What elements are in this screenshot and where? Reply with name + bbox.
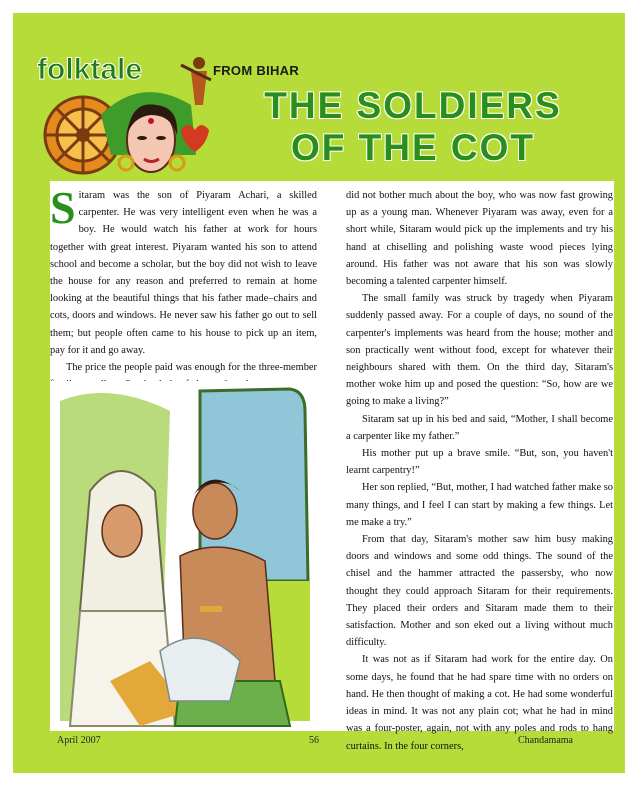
right-column [346, 187, 613, 755]
paragraph [50, 182, 317, 359]
magazine-page [13, 13, 625, 773]
paragraph: The small family was struck by tragedy when Piyaram suddenly passed away. For a couple of days, no sound of the carpenter's implements was heard from the house; mother and son practically went without food, except for whatever their neighbours shared with them. On the third day, Sitaram's mother woke him up and posed the question: “So, how are we going to make a living?” [346, 293, 613, 408]
title-line-1: THE SOLDIERS [264, 85, 562, 126]
page-number: 56 [309, 735, 319, 746]
paragraph: The price the people paid was enough for the three-member [66, 362, 317, 374]
paragraph-text: itaram was the son of Piyaram Achari, a skilled carpenter. He was very intelligent even when he was a boy. He would watch his father at work for hours together with great interest. Piyaram wanted his son to attend school and become a scholar, but the boy did not wish to leave the house for any reason and preferred to remain at home looking at the beautiful things that his father made–chairs and cots, doors and windows. He never saw his father go out to sell them; but people often came to his house to pick up an item, pay for it and go away. [50, 190, 317, 356]
page-header [13, 13, 625, 181]
paragraph: It was not as if Sitaram had work for the entire day. On some days, he found that he had spare time with no orders on hand. He then thought of making a cot. He had some wonderful ideas in mind. It was not any plain cot; what he had in mind was a four-poster, again, not with any poles and rods to hang curtains. In the four corners, [346, 654, 613, 752]
magazine-name: Chandamama [518, 735, 573, 746]
logo-word: folktale [37, 53, 143, 86]
left-column [50, 182, 317, 393]
folktale-logo [31, 35, 221, 185]
drop-cap: S [50, 182, 76, 233]
paragraph: His mother put up a brave smile. “But, son, you haven't learnt carpentry!” [346, 448, 613, 477]
region-label: FROM BIHAR [213, 63, 300, 78]
paragraph: did not bother much about the boy, who was now fast growing up as a young man. Whenever Piyaram was away, even for a short while, Sitaram would pick up the implements and try his hand at chiselling and polishing waste wood pieces lying around. His father was not aware that his son was slowly becoming a talented carpenter himself. [346, 190, 613, 288]
story-illustration [50, 381, 330, 731]
paragraph: Sitaram sat up in his bed and said, “Mother, I shall become a carpenter like my father.” [346, 413, 613, 442]
story-title [213, 85, 613, 169]
title-line-2: OF THE COT [290, 127, 536, 168]
paragraph: Her son replied, “But, mother, I had watched father make so many things, and I feel I can start by making a few things. Let me make a try.” [346, 482, 613, 528]
footer-date: April 2007 [57, 735, 101, 746]
paragraph: From that day, Sitaram's mother saw him busy making doors and windows and some odd things. The sound of the chisel and the hammer attracted the passersby, who now thought they could approach Sitaram for their requirements. They placed their orders and Sitaram made them to their satisfaction. Mother and son eked out a living without much difficulty. [346, 534, 613, 649]
